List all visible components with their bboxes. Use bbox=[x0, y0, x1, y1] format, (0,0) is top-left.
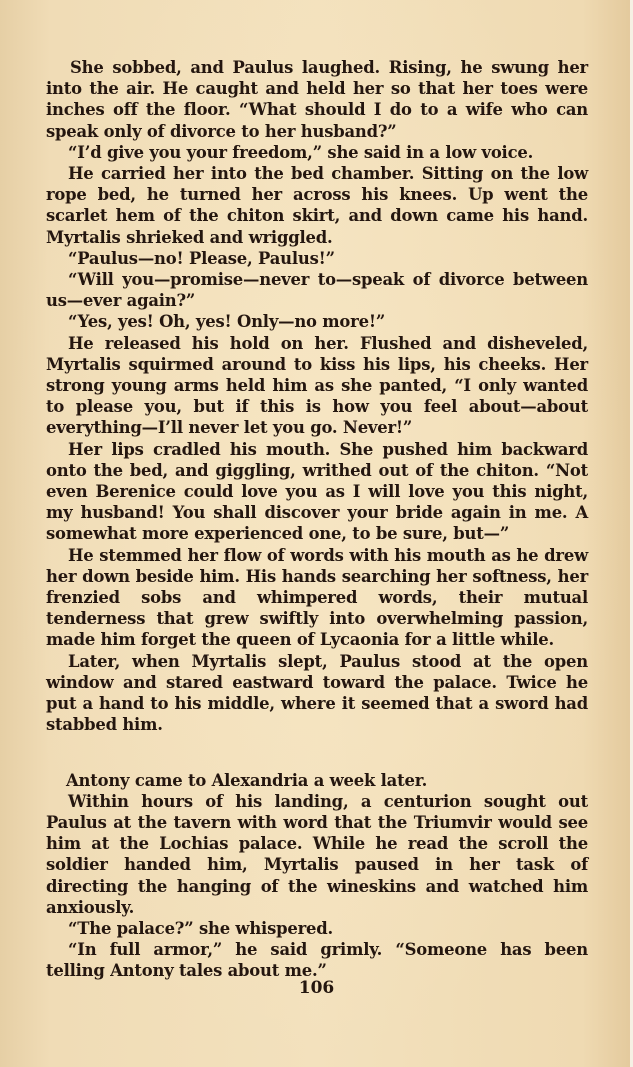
paragraph: “Yes, yes! Oh, yes! Only—no more!” bbox=[68, 312, 386, 332]
paragraph: She sobbed, and Paulus laughed. Rising, he swung her into the air. He caught and held her so that her toes were inches off the floor. “What should I do to a wife who can speak only of divorce to her husband?” bbox=[46, 58, 588, 141]
paragraph: “Paulus—no! Please, Paulus!” bbox=[68, 248, 335, 268]
paragraph: He stemmed her flow of words with his mouth as he drew her down beside him. His hands searching her softness, her frenzied sobs and whimpered words, their mutual tenderness that grew swiftly into overwhelming passion, made him forget the queen of Lycaonia for a little while. bbox=[46, 545, 588, 650]
paragraph: “The palace?” she whispered. bbox=[68, 918, 334, 938]
paragraph: “Will you—promise—never to—speak of divorce between us—ever again?” bbox=[46, 270, 588, 311]
paragraph: “I’d give you your freedom,” she said in a low voice. bbox=[68, 142, 534, 162]
paragraph: He released his hold on her. Flushed and disheveled, Myrtalis squirmed around to kiss his lips, his cheeks. Her strong young arms held him as she panted, “I only wanted to please you, but if this is how you feel about—about everything—I’ll never let you go. Never!” bbox=[46, 333, 588, 438]
body-text bbox=[46, 57, 588, 982]
paragraph: Antony came to Alexandria a week later. bbox=[66, 770, 428, 790]
paragraph: Her lips cradled his mouth. She pushed him backward onto the bed, and giggling, writhed out of the chiton. “Not even Berenice could love you as I will love you this night, my husband! You shall discover your bride again in me. A somewhat more experienced one, to be sure, but—” bbox=[46, 439, 588, 544]
page-number: 106 bbox=[298, 978, 335, 998]
paragraph: Later, when Myrtalis slept, Paulus stood at the open window and stared eastward toward the palace. Twice he put a hand to his middle, where it seemed that a sword had stabbed him. bbox=[46, 651, 588, 735]
paragraph: “In full armor,” he said grimly. “Someone has been telling Antony tales about me.” bbox=[46, 940, 588, 981]
paragraph: Within hours of his landing, a centurion sought out Paulus at the tavern with word that the Triumvir would see him at the Lochias palace. While he read the scroll the soldier handed him, Myrtalis paused in her task of directing the hanging of the wineskins and watched him anxiously. bbox=[46, 791, 588, 917]
paragraph: He carried her into the bed chamber. Sitting on the low rope bed, he turned her across his knees. Up went the scarlet hem of the chiton skirt, and down came his hand. Myrtalis shrieked and wriggled. bbox=[46, 164, 588, 247]
